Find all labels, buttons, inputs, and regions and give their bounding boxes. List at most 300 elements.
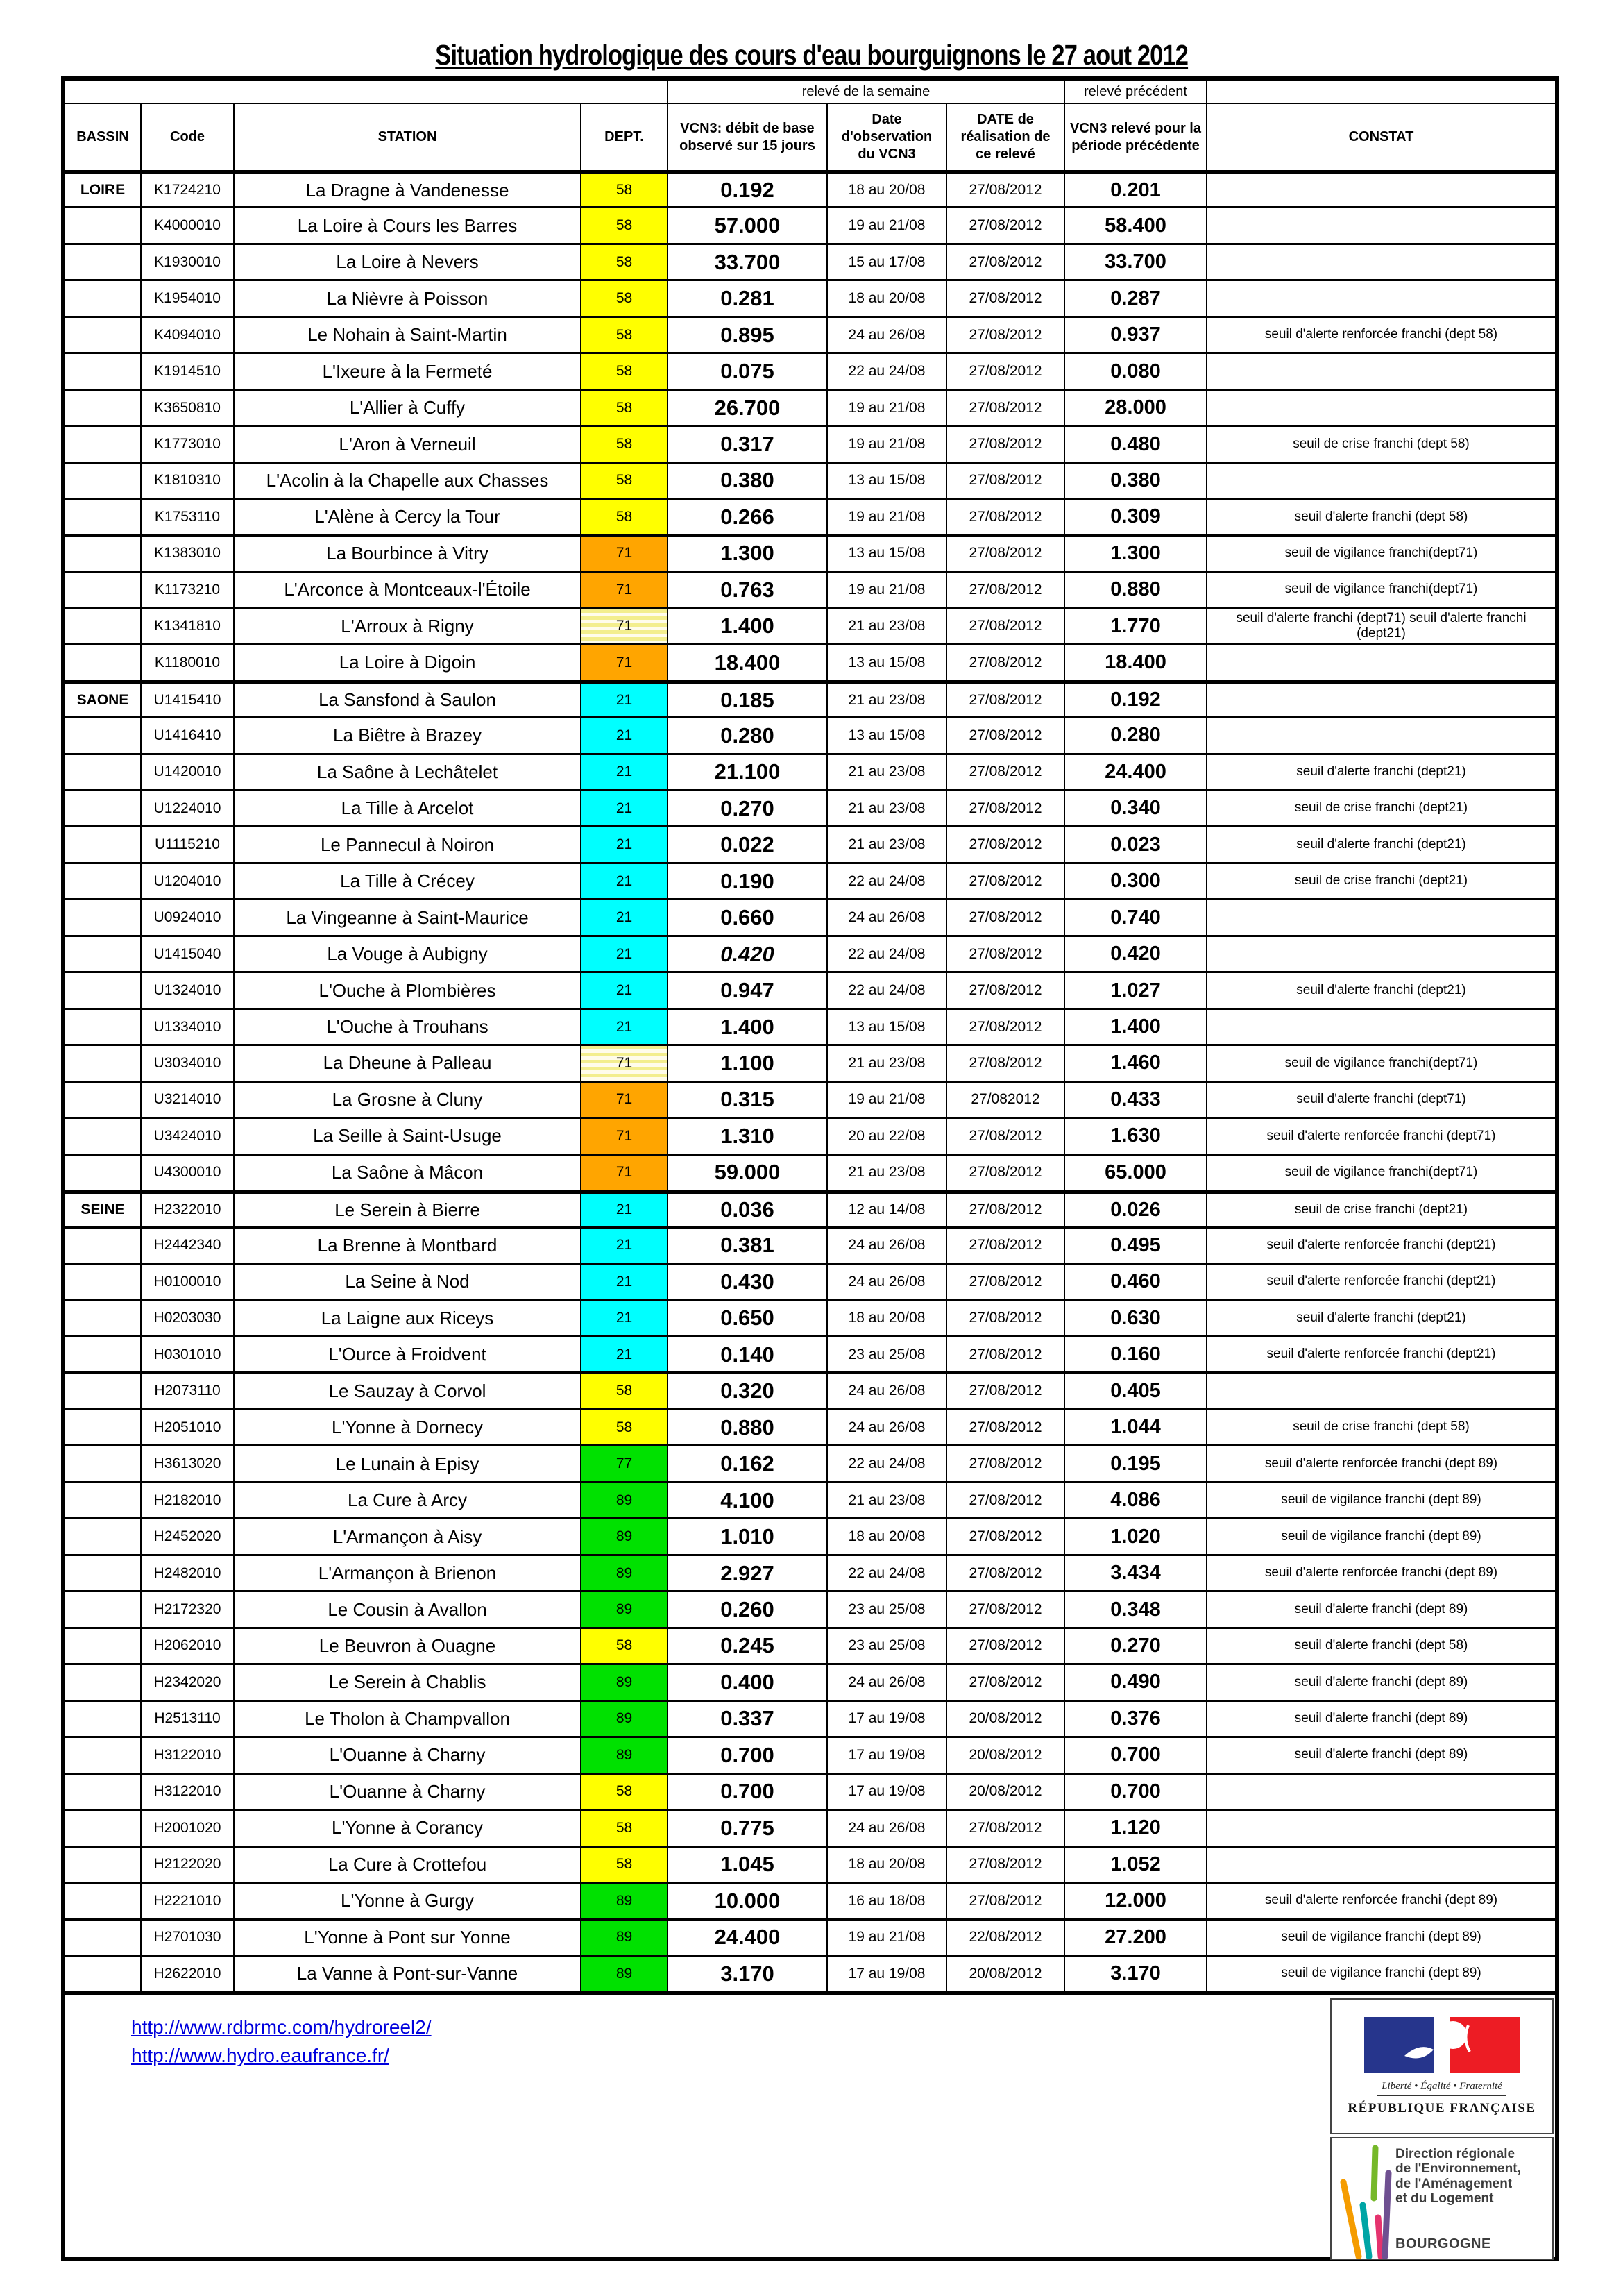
- station-cell: L'Ouche à Plombières: [233, 971, 580, 1007]
- station-cell: L'Alène à Cercy la Tour: [233, 498, 580, 534]
- vcn3-prev-cell: 0.340: [1064, 789, 1206, 825]
- vcn3-cell: 2.927: [667, 1554, 826, 1590]
- vcn3-cell: 0.880: [667, 1408, 826, 1444]
- date-real-cell: 27/08/2012: [946, 243, 1064, 279]
- constat-cell: [1206, 389, 1555, 425]
- bassin-cell: [65, 1700, 140, 1736]
- dept-cell: 21: [580, 825, 667, 861]
- vcn3-cell: 10.000: [667, 1882, 826, 1918]
- date-real-cell: 27/08/2012: [946, 498, 1064, 534]
- code-cell: H0100010: [140, 1263, 233, 1299]
- station-cell: L'Ouanne à Charny: [233, 1736, 580, 1772]
- vcn3-cell: 0.280: [667, 716, 826, 752]
- date-obs-cell: 24 au 26/08: [826, 1809, 946, 1845]
- dept-cell: 58: [580, 425, 667, 461]
- date-real-cell: 27/08/2012: [946, 825, 1064, 861]
- date-obs-cell: 24 au 26/08: [826, 1663, 946, 1699]
- code-cell: K1724210: [140, 170, 233, 206]
- constat-cell: seuil d'alerte renforcée franchi (dept21): [1206, 1263, 1555, 1299]
- dept-cell: 21: [580, 1263, 667, 1299]
- date-obs-cell: 21 au 23/08: [826, 825, 946, 861]
- bassin-cell: [65, 753, 140, 789]
- dept-cell: 58: [580, 1809, 667, 1845]
- date-real-cell: 27/08/2012: [946, 1627, 1064, 1663]
- constat-cell: seuil d'alerte franchi (dept21): [1206, 825, 1555, 861]
- vcn3-cell: 0.075: [667, 352, 826, 388]
- dept-cell: 89: [580, 1590, 667, 1626]
- hydrology-table: [65, 81, 1555, 1991]
- date-real-cell: 27/08/2012: [946, 643, 1064, 679]
- date-obs-cell: 24 au 26/08: [826, 898, 946, 934]
- station-cell: La Vouge à Aubigny: [233, 935, 580, 971]
- date-real-cell: 27/08/2012: [946, 716, 1064, 752]
- dreal-sticks-icon: [1332, 2138, 1395, 2259]
- vcn3-prev-cell: 0.160: [1064, 1335, 1206, 1371]
- dept-cell: 71: [580, 1117, 667, 1153]
- vcn3-cell: 0.185: [667, 680, 826, 716]
- vcn3-prev-cell: 1.120: [1064, 1809, 1206, 1845]
- station-cell: L'Ource à Froidvent: [233, 1335, 580, 1371]
- code-cell: K4094010: [140, 316, 233, 352]
- dept-cell: 58: [580, 1846, 667, 1882]
- date-obs-cell: 18 au 20/08: [826, 1517, 946, 1553]
- constat-cell: seuil de vigilance franchi (dept 89): [1206, 1517, 1555, 1553]
- bassin-cell: [65, 935, 140, 971]
- dept-cell: 89: [580, 1736, 667, 1772]
- code-cell: K1753110: [140, 498, 233, 534]
- date-real-cell: 27/08/2012: [946, 1371, 1064, 1408]
- bassin-cell: [65, 425, 140, 461]
- constat-cell: seuil d'alerte franchi (dept 89): [1206, 1700, 1555, 1736]
- vcn3-cell: 0.763: [667, 571, 826, 607]
- date-real-cell: 27/08/2012: [946, 389, 1064, 425]
- date-real-cell: 27/08/2012: [946, 170, 1064, 206]
- vcn3-prev-cell: 1.044: [1064, 1408, 1206, 1444]
- constat-cell: seuil d'alerte renforcée franchi (dept71): [1206, 1117, 1555, 1153]
- dept-cell: 89: [580, 1554, 667, 1590]
- bassin-cell: [65, 206, 140, 242]
- dreal-line: Direction régionale: [1395, 2147, 1515, 2161]
- column-header: DATE de réalisation de ce relevé: [946, 103, 1064, 170]
- vcn3-prev-cell: 1.460: [1064, 1044, 1206, 1080]
- bassin-cell: [65, 1481, 140, 1517]
- header-band-spacer-left: [65, 81, 667, 103]
- bassin-cell: SAONE: [65, 680, 140, 716]
- dept-cell: 71: [580, 1081, 667, 1117]
- date-real-cell: 27/08/2012: [946, 1663, 1064, 1699]
- code-cell: U1415040: [140, 935, 233, 971]
- station-cell: L'Yonne à Gurgy: [233, 1882, 580, 1918]
- date-obs-cell: 12 au 14/08: [826, 1190, 946, 1226]
- station-cell: L'Yonne à Pont sur Yonne: [233, 1918, 580, 1955]
- station-cell: L'Ouanne à Charny: [233, 1773, 580, 1809]
- vcn3-prev-cell: 0.700: [1064, 1736, 1206, 1772]
- vcn3-prev-cell: 0.280: [1064, 716, 1206, 752]
- vcn3-prev-cell: 0.300: [1064, 862, 1206, 898]
- constat-cell: [1206, 1846, 1555, 1882]
- dept-cell: 71: [580, 1044, 667, 1080]
- vcn3-prev-cell: 0.380: [1064, 462, 1206, 498]
- station-cell: Le Sauzay à Corvol: [233, 1371, 580, 1408]
- date-obs-cell: 24 au 26/08: [826, 1226, 946, 1263]
- code-cell: H2051010: [140, 1408, 233, 1444]
- date-obs-cell: 18 au 20/08: [826, 279, 946, 315]
- vcn3-cell: 0.775: [667, 1809, 826, 1845]
- bassin-cell: [65, 1918, 140, 1955]
- bassin-cell: [65, 1773, 140, 1809]
- constat-cell: seuil de vigilance franchi (dept 89): [1206, 1918, 1555, 1955]
- vcn3-prev-cell: 3.434: [1064, 1554, 1206, 1590]
- dept-cell: 58: [580, 462, 667, 498]
- vcn3-cell: 57.000: [667, 206, 826, 242]
- vcn3-prev-cell: 1.027: [1064, 971, 1206, 1007]
- station-cell: Le Tholon à Champvallon: [233, 1700, 580, 1736]
- date-real-cell: 27/08/2012: [946, 1263, 1064, 1299]
- dept-cell: 58: [580, 1773, 667, 1809]
- date-real-cell: 20/08/2012: [946, 1773, 1064, 1809]
- code-cell: U1115210: [140, 825, 233, 861]
- bassin-cell: [65, 1590, 140, 1626]
- vcn3-prev-cell: 0.287: [1064, 279, 1206, 315]
- bassin-cell: [65, 279, 140, 315]
- dept-cell: 21: [580, 1226, 667, 1263]
- constat-cell: seuil d'alerte renforcée franchi (dept21): [1206, 1335, 1555, 1371]
- code-cell: H2001020: [140, 1809, 233, 1845]
- dept-cell: 58: [580, 206, 667, 242]
- date-obs-cell: 13 au 15/08: [826, 462, 946, 498]
- constat-cell: seuil de vigilance franchi (dept 89): [1206, 1481, 1555, 1517]
- date-obs-cell: 17 au 19/08: [826, 1773, 946, 1809]
- constat-cell: [1206, 716, 1555, 752]
- dept-cell: 21: [580, 789, 667, 825]
- dept-cell: 21: [580, 898, 667, 934]
- station-cell: La Sansfond à Saulon: [233, 680, 580, 716]
- date-real-cell: 27/08/2012: [946, 1299, 1064, 1335]
- vcn3-prev-cell: 0.026: [1064, 1190, 1206, 1226]
- station-cell: Le Lunain à Episy: [233, 1444, 580, 1480]
- bassin-cell: [65, 1263, 140, 1299]
- date-obs-cell: 19 au 21/08: [826, 571, 946, 607]
- date-real-cell: 27/08/2012: [946, 1882, 1064, 1918]
- vcn3-cell: 0.700: [667, 1773, 826, 1809]
- vcn3-prev-cell: 0.740: [1064, 898, 1206, 934]
- vcn3-prev-cell: 1.020: [1064, 1517, 1206, 1553]
- constat-cell: seuil de crise franchi (dept21): [1206, 1190, 1555, 1226]
- vcn3-prev-cell: 1.400: [1064, 1008, 1206, 1044]
- bassin-cell: [65, 1117, 140, 1153]
- date-real-cell: 27/08/2012: [946, 1554, 1064, 1590]
- date-obs-cell: 22 au 24/08: [826, 1444, 946, 1480]
- rf-name: RÉPUBLIQUE FRANÇAISE: [1348, 2100, 1536, 2116]
- bassin-cell: [65, 462, 140, 498]
- column-header: BASSIN: [65, 103, 140, 170]
- vcn3-cell: 0.022: [667, 825, 826, 861]
- link-eaufrance[interactable]: http://www.hydro.eaufrance.fr/: [131, 2044, 389, 2066]
- bassin-cell: [65, 571, 140, 607]
- date-real-cell: 27/082012: [946, 1081, 1064, 1117]
- date-obs-cell: 21 au 23/08: [826, 1044, 946, 1080]
- date-real-cell: 27/08/2012: [946, 206, 1064, 242]
- vcn3-cell: 1.100: [667, 1044, 826, 1080]
- bassin-cell: [65, 1371, 140, 1408]
- date-obs-cell: 22 au 24/08: [826, 862, 946, 898]
- constat-cell: seuil de crise franchi (dept 58): [1206, 425, 1555, 461]
- vcn3-prev-cell: 65.000: [1064, 1154, 1206, 1190]
- vcn3-prev-cell: 0.630: [1064, 1299, 1206, 1335]
- date-obs-cell: 22 au 24/08: [826, 935, 946, 971]
- dreal-line: de l'Aménagement: [1395, 2176, 1513, 2191]
- date-obs-cell: 17 au 19/08: [826, 1736, 946, 1772]
- code-cell: K1954010: [140, 279, 233, 315]
- dept-cell: 21: [580, 862, 667, 898]
- station-cell: L'Armançon à Brienon: [233, 1554, 580, 1590]
- dept-cell: 71: [580, 643, 667, 679]
- constat-cell: seuil d'alerte franchi (dept21): [1206, 753, 1555, 789]
- date-obs-cell: 17 au 19/08: [826, 1700, 946, 1736]
- dept-cell: 89: [580, 1882, 667, 1918]
- vcn3-prev-cell: 0.480: [1064, 425, 1206, 461]
- date-obs-cell: 16 au 18/08: [826, 1882, 946, 1918]
- bassin-cell: [65, 607, 140, 643]
- bassin-cell: [65, 1008, 140, 1044]
- date-real-cell: 27/08/2012: [946, 425, 1064, 461]
- date-real-cell: 27/08/2012: [946, 971, 1064, 1007]
- code-cell: H2221010: [140, 1882, 233, 1918]
- bassin-cell: [65, 1882, 140, 1918]
- vcn3-cell: 0.660: [667, 898, 826, 934]
- station-cell: Le Serein à Bierre: [233, 1190, 580, 1226]
- date-obs-cell: 18 au 20/08: [826, 1846, 946, 1882]
- station-cell: Le Pannecul à Noiron: [233, 825, 580, 861]
- code-cell: U4300010: [140, 1154, 233, 1190]
- date-real-cell: 27/08/2012: [946, 1190, 1064, 1226]
- vcn3-cell: 0.947: [667, 971, 826, 1007]
- link-rdbrmc[interactable]: http://www.rdbrmc.com/hydroreel2/: [131, 2016, 432, 2038]
- constat-cell: seuil de vigilance franchi(dept71): [1206, 1044, 1555, 1080]
- constat-cell: seuil d'alerte renforcée franchi (dept 89): [1206, 1882, 1555, 1918]
- date-obs-cell: 22 au 24/08: [826, 1554, 946, 1590]
- constat-cell: seuil d'alerte renforcée franchi (dept 58): [1206, 316, 1555, 352]
- code-cell: U3424010: [140, 1117, 233, 1153]
- date-obs-cell: 24 au 26/08: [826, 316, 946, 352]
- dept-cell: 71: [580, 607, 667, 643]
- code-cell: U1334010: [140, 1008, 233, 1044]
- bassin-cell: [65, 1299, 140, 1335]
- code-cell: H2513110: [140, 1700, 233, 1736]
- station-cell: La Vanne à Pont-sur-Vanne: [233, 1955, 580, 1991]
- date-obs-cell: 22 au 24/08: [826, 971, 946, 1007]
- bassin-cell: [65, 1154, 140, 1190]
- constat-cell: seuil de crise franchi (dept 58): [1206, 1408, 1555, 1444]
- code-cell: K1930010: [140, 243, 233, 279]
- vcn3-prev-cell: 1.052: [1064, 1846, 1206, 1882]
- date-real-cell: 27/08/2012: [946, 534, 1064, 571]
- dreal-region: BOURGOGNE: [1395, 2236, 1491, 2252]
- column-header: VCN3 relevé pour la période précédente: [1064, 103, 1206, 170]
- code-cell: H3122010: [140, 1773, 233, 1809]
- date-real-cell: 27/08/2012: [946, 1226, 1064, 1263]
- date-real-cell: 27/08/2012: [946, 935, 1064, 971]
- dept-cell: 21: [580, 1190, 667, 1226]
- date-real-cell: 27/08/2012: [946, 571, 1064, 607]
- dept-cell: 21: [580, 1299, 667, 1335]
- code-cell: H2122020: [140, 1846, 233, 1882]
- code-cell: H2172320: [140, 1590, 233, 1626]
- bassin-cell: [65, 1846, 140, 1882]
- constat-cell: seuil de crise franchi (dept21): [1206, 789, 1555, 825]
- vcn3-prev-cell: 24.400: [1064, 753, 1206, 789]
- date-real-cell: 27/08/2012: [946, 1408, 1064, 1444]
- vcn3-prev-cell: 28.000: [1064, 389, 1206, 425]
- bassin-cell: [65, 1955, 140, 1991]
- date-real-cell: 27/08/2012: [946, 680, 1064, 716]
- station-cell: Le Cousin à Avallon: [233, 1590, 580, 1626]
- vcn3-prev-cell: 1.300: [1064, 534, 1206, 571]
- dept-cell: 21: [580, 1008, 667, 1044]
- vcn3-prev-cell: 0.309: [1064, 498, 1206, 534]
- vcn3-cell: 1.010: [667, 1517, 826, 1553]
- bassin-cell: [65, 1226, 140, 1263]
- station-cell: La Tille à Crécey: [233, 862, 580, 898]
- constat-cell: [1206, 279, 1555, 315]
- bassin-cell: [65, 1444, 140, 1480]
- vcn3-prev-cell: 0.420: [1064, 935, 1206, 971]
- date-real-cell: 27/08/2012: [946, 1044, 1064, 1080]
- constat-cell: seuil d'alerte franchi (dept 89): [1206, 1663, 1555, 1699]
- date-real-cell: 27/08/2012: [946, 1444, 1064, 1480]
- dreal-line: et du Logement: [1395, 2191, 1494, 2206]
- station-cell: L'Ixeure à la Fermeté: [233, 352, 580, 388]
- code-cell: H2073110: [140, 1371, 233, 1408]
- date-real-cell: 22/08/2012: [946, 1918, 1064, 1955]
- date-obs-cell: 21 au 23/08: [826, 1154, 946, 1190]
- constat-cell: [1206, 643, 1555, 679]
- vcn3-cell: 0.192: [667, 170, 826, 206]
- constat-cell: seuil d'alerte franchi (dept 89): [1206, 1736, 1555, 1772]
- station-cell: L'Ouche à Trouhans: [233, 1008, 580, 1044]
- bassin-cell: [65, 1663, 140, 1699]
- date-real-cell: 27/08/2012: [946, 1590, 1064, 1626]
- code-cell: K1383010: [140, 534, 233, 571]
- constat-cell: [1206, 170, 1555, 206]
- vcn3-cell: 0.700: [667, 1736, 826, 1772]
- station-cell: La Dheune à Palleau: [233, 1044, 580, 1080]
- dreal-line: de l'Environnement,: [1395, 2161, 1521, 2177]
- date-real-cell: 27/08/2012: [946, 1154, 1064, 1190]
- date-real-cell: 27/08/2012: [946, 862, 1064, 898]
- rf-motto: Liberté • Égalité • Fraternité: [1377, 2081, 1506, 2096]
- dept-cell: 58: [580, 1627, 667, 1663]
- code-cell: U1416410: [140, 716, 233, 752]
- vcn3-prev-cell: 1.770: [1064, 607, 1206, 643]
- vcn3-prev-cell: 0.348: [1064, 1590, 1206, 1626]
- header-band-week: relevé de la semaine: [667, 81, 1064, 103]
- dreal-logo: [1330, 2137, 1554, 2260]
- vcn3-prev-cell: 27.200: [1064, 1918, 1206, 1955]
- bassin-cell: [65, 1627, 140, 1663]
- bassin-cell: LOIRE: [65, 170, 140, 206]
- dept-cell: 77: [580, 1444, 667, 1480]
- dept-cell: 89: [580, 1517, 667, 1553]
- code-cell: H2342020: [140, 1663, 233, 1699]
- date-obs-cell: 19 au 21/08: [826, 1081, 946, 1117]
- constat-cell: seuil de vigilance franchi(dept71): [1206, 534, 1555, 571]
- bassin-cell: [65, 1408, 140, 1444]
- vcn3-prev-cell: 0.490: [1064, 1663, 1206, 1699]
- bassin-cell: [65, 534, 140, 571]
- vcn3-cell: 0.281: [667, 279, 826, 315]
- dept-cell: 21: [580, 716, 667, 752]
- dept-cell: 58: [580, 316, 667, 352]
- bassin-cell: [65, 862, 140, 898]
- station-cell: La Bourbince à Vitry: [233, 534, 580, 571]
- code-cell: H2701030: [140, 1918, 233, 1955]
- bassin-cell: [65, 898, 140, 934]
- marianne-flag-icon: [1364, 2017, 1520, 2076]
- constat-cell: seuil d'alerte franchi (dept 89): [1206, 1590, 1555, 1626]
- date-obs-cell: 21 au 23/08: [826, 753, 946, 789]
- date-real-cell: 27/08/2012: [946, 1117, 1064, 1153]
- dreal-text: [1395, 2138, 1552, 2259]
- constat-cell: [1206, 680, 1555, 716]
- bassin-cell: [65, 1044, 140, 1080]
- station-cell: Le Beuvron à Ouagne: [233, 1627, 580, 1663]
- footer: [65, 1991, 1555, 2257]
- date-obs-cell: 18 au 20/08: [826, 170, 946, 206]
- bassin-cell: [65, 643, 140, 679]
- constat-cell: seuil d'alerte renforcée franchi (dept 89): [1206, 1554, 1555, 1590]
- vcn3-cell: 4.100: [667, 1481, 826, 1517]
- vcn3-prev-cell: 18.400: [1064, 643, 1206, 679]
- date-obs-cell: 24 au 26/08: [826, 1263, 946, 1299]
- bassin-cell: [65, 1736, 140, 1772]
- bassin-cell: SEINE: [65, 1190, 140, 1226]
- station-cell: La Tille à Arcelot: [233, 789, 580, 825]
- vcn3-cell: 18.400: [667, 643, 826, 679]
- dept-cell: 89: [580, 1918, 667, 1955]
- station-cell: L'Acolin à la Chapelle aux Chasses: [233, 462, 580, 498]
- date-obs-cell: 19 au 21/08: [826, 1918, 946, 1955]
- date-obs-cell: 13 au 15/08: [826, 716, 946, 752]
- vcn3-cell: 0.190: [667, 862, 826, 898]
- bassin-cell: [65, 498, 140, 534]
- vcn3-prev-cell: 0.433: [1064, 1081, 1206, 1117]
- bassin-cell: [65, 389, 140, 425]
- vcn3-prev-cell: 0.937: [1064, 316, 1206, 352]
- constat-cell: [1206, 1008, 1555, 1044]
- station-cell: L'Allier à Cuffy: [233, 389, 580, 425]
- date-obs-cell: 19 au 21/08: [826, 498, 946, 534]
- dept-cell: 58: [580, 243, 667, 279]
- station-cell: L'Arconce à Montceaux-l'Étoile: [233, 571, 580, 607]
- dept-cell: 71: [580, 1154, 667, 1190]
- date-obs-cell: 23 au 25/08: [826, 1335, 946, 1371]
- vcn3-prev-cell: 33.700: [1064, 243, 1206, 279]
- vcn3-cell: 59.000: [667, 1154, 826, 1190]
- constat-cell: [1206, 462, 1555, 498]
- station-cell: La Saône à Mâcon: [233, 1154, 580, 1190]
- republique-francaise-logo: [1330, 1998, 1554, 2134]
- vcn3-prev-cell: 0.201: [1064, 170, 1206, 206]
- code-cell: U1224010: [140, 789, 233, 825]
- bassin-cell: [65, 352, 140, 388]
- station-cell: L'Arroux à Rigny: [233, 607, 580, 643]
- constat-cell: seuil d'alerte franchi (dept71): [1206, 1081, 1555, 1117]
- code-cell: U1420010: [140, 753, 233, 789]
- date-obs-cell: 24 au 26/08: [826, 1371, 946, 1408]
- code-cell: H2182010: [140, 1481, 233, 1517]
- bassin-cell: [65, 716, 140, 752]
